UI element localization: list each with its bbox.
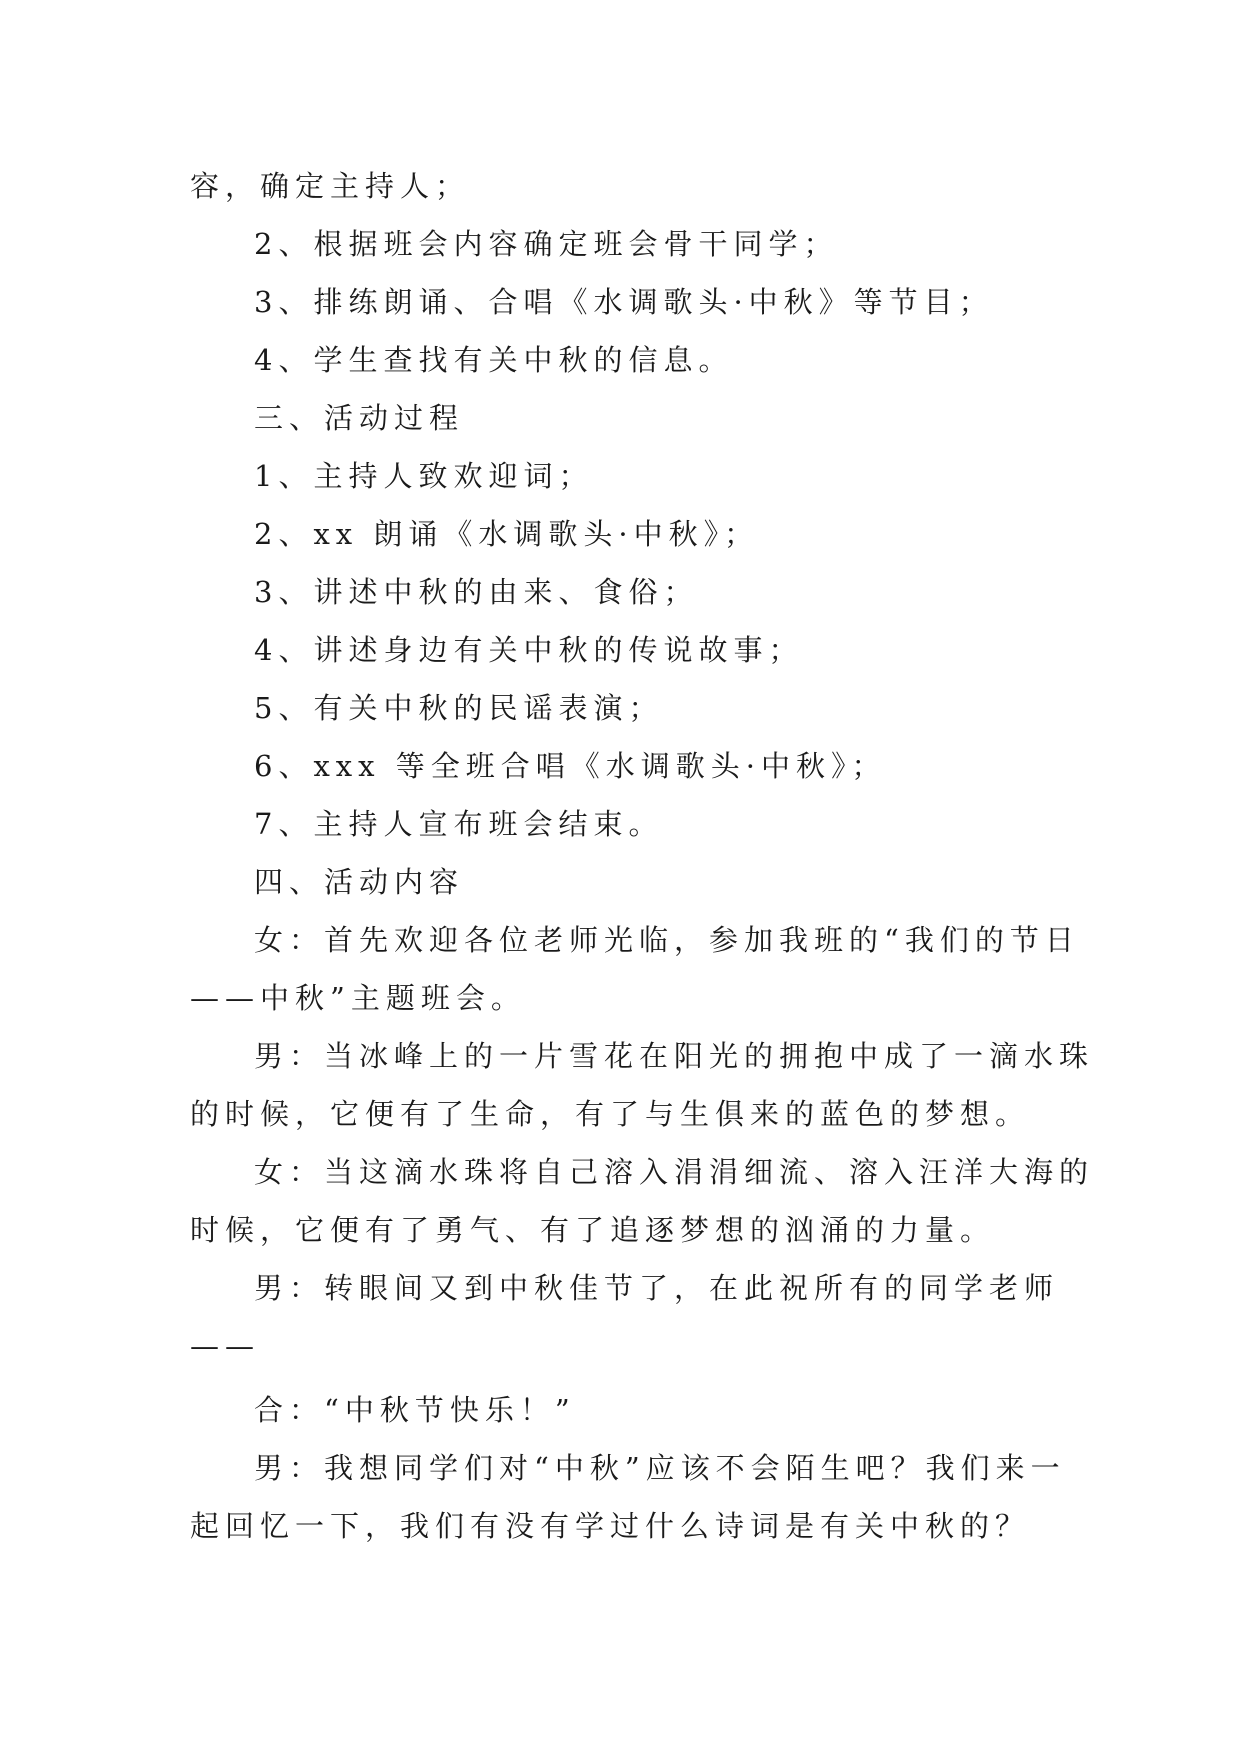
dialogue-line: 的时候，它便有了生命，有了与生俱来的蓝色的梦想。 xyxy=(190,1097,1031,1131)
list-item: 3、排练朗诵、合唱《水调歌头·中秋》等节目； xyxy=(254,285,994,319)
list-item: 5、有关中秋的民谣表演； xyxy=(254,691,664,725)
dialogue-line: —— xyxy=(190,1329,260,1363)
dialogue-line: ——中秋”主题班会。 xyxy=(190,981,526,1015)
section-heading: 四、活动内容 xyxy=(254,865,465,899)
list-item: 1、主持人致欢迎词； xyxy=(254,459,594,493)
dialogue-line: 男：转眼间又到中秋佳节了，在此祝所有的同学老师 xyxy=(254,1271,1060,1305)
list-item: 3、讲述中秋的由来、食俗； xyxy=(254,575,699,609)
dialogue-line: 时候，它便有了勇气、有了追逐梦想的汹涌的力量。 xyxy=(190,1213,996,1247)
dialogue-line: 女：首先欢迎各位老师光临，参加我班的“我们的节日 xyxy=(254,923,1080,957)
dialogue-line: 起回忆一下，我们有没有学过什么诗词是有关中秋的？ xyxy=(190,1509,1031,1543)
list-item: 2、xx 朗诵《水调歌头·中秋》； xyxy=(254,517,760,551)
list-item: 6、xxx 等全班合唱《水调歌头·中秋》； xyxy=(254,749,887,783)
dialogue-line: 男：当冰峰上的一片雪花在阳光的拥抱中成了一滴水珠 xyxy=(254,1039,1095,1073)
section-heading: 三、活动过程 xyxy=(254,401,465,435)
list-item: 7、主持人宣布班会结束。 xyxy=(254,807,664,841)
dialogue-line: 合：“中秋节快乐！” xyxy=(254,1393,576,1427)
dialogue-line: 男：我想同学们对“中秋”应该不会陌生吧？我们来一 xyxy=(254,1451,1066,1485)
list-item: 4、讲述身边有关中秋的传说故事； xyxy=(254,633,804,667)
list-item: 4、学生查找有关中秋的信息。 xyxy=(254,343,734,377)
dialogue-line: 女：当这滴水珠将自己溶入涓涓细流、溶入汪洋大海的 xyxy=(254,1155,1095,1189)
text-line: 容，确定主持人； xyxy=(190,169,471,203)
list-item: 2、根据班会内容确定班会骨干同学； xyxy=(254,227,839,261)
